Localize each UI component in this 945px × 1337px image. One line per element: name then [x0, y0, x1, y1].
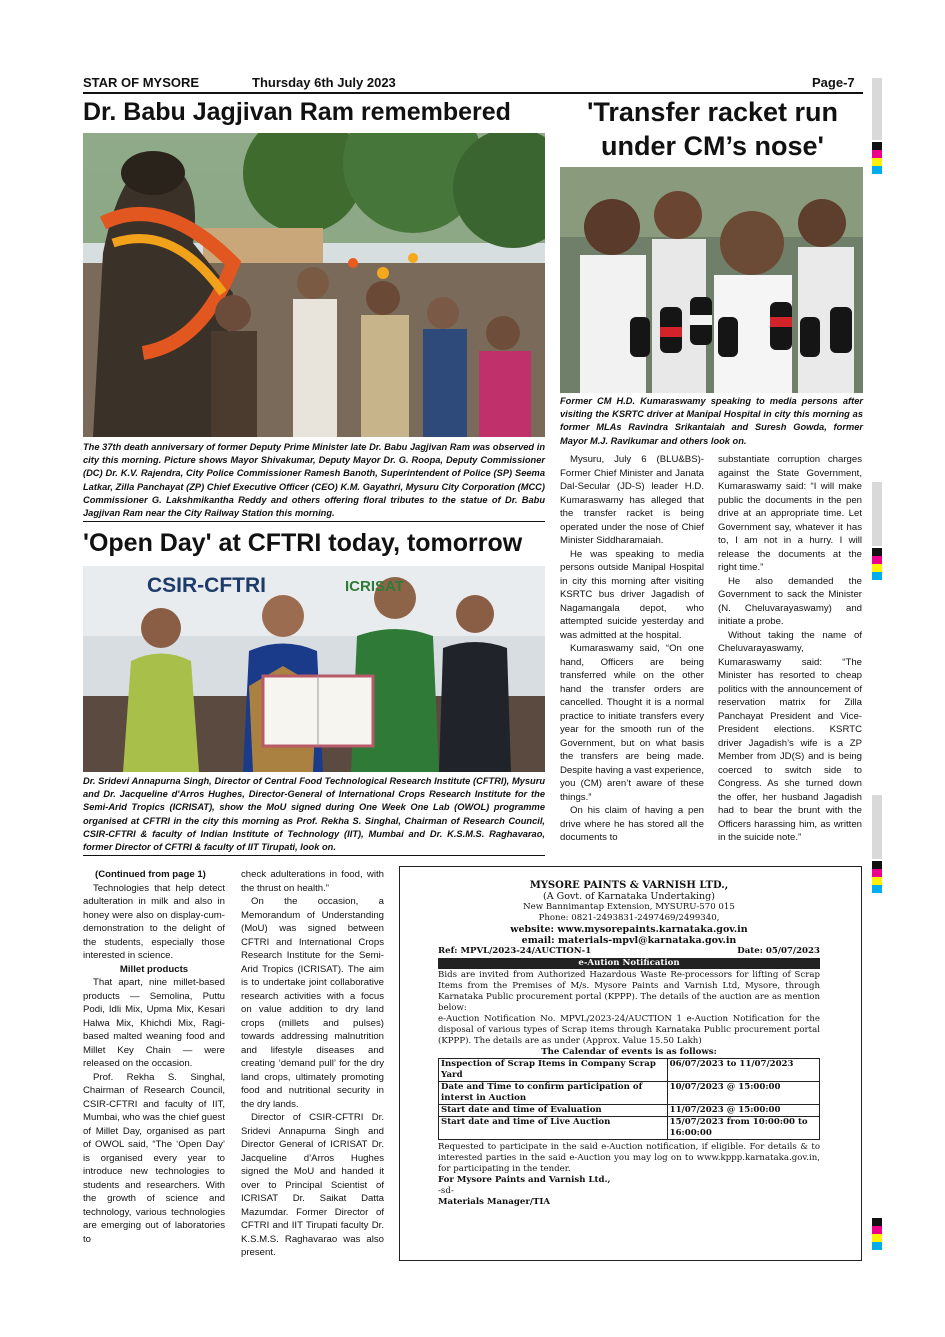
photo-kumaraswamy-media [560, 167, 863, 393]
ad-body-2: e-Auction Notification No. MPVL/2023-24/AUCTION 1 e-Auction Notification for the disposal of various types of Scrap items through Karnataka Public procurement portal (KPPP). The details are as under (Approx. Value 15.50 Lakh) [438, 1014, 820, 1046]
caption-kumaraswamy: Former CM H.D. Kumaraswamy speaking to media persons after visiting the KSRTC driver at Manipal Hospital in city this morning as former MLAs Ravindra Srikantaiah and Suresh Gowda, former Mayor M.J. Ravikumar and others look on. [560, 396, 863, 446]
ad-date: Date: 05/07/2023 [737, 946, 820, 956]
ad-footer-4: Materials Manager/TIA [438, 1197, 551, 1207]
ad-footer-1: Requested to participate in the said e-Auction notification, if eligible. For details & to interested parties in the said e-Auction you may log on to www.kppp.karnataka.gov.in, for participating in the tender. [438, 1142, 820, 1174]
auction-advertisement [438, 880, 820, 1208]
registration-bar [872, 78, 882, 140]
color-registration-mark [872, 861, 882, 893]
paper-name: STAR OF MYSORE [83, 75, 200, 90]
ad-email: email: materials-mpvl@karnataka.gov.in [521, 935, 737, 946]
ad-ref: Ref: MPVL/2023-24/AUCTION-1 [438, 946, 592, 956]
caption-floral-tribute: The 37th death anniversary of former Deputy Prime Minister late Dr. Babu Jagjivan Ram was observed in city this morning. Picture shows Mayor Shivakumar, Deputy Mayor Dr. G. Roopa, Deputy Commissioner (DC) Dr. K.V. Rajendra, City Police Commissioner Ramesh Banoth, Superintendent of Police (SP) Seema Latkar, Zilla Panchayat (ZP) Chief Executive Officer (CEO) K.M. Gayathri, Mysuru City Corporation (MCC) Commissioner G. Lakshmikantha Reddy and others offering floral tributes to the statue of Dr. Babu Jagjivan Ram near the City Railway Station this morning. [83, 441, 545, 522]
ad-notice-title: e-Aution Notification [438, 958, 820, 969]
transfer-paragraph: Kumaraswamy said, “On one hand, Officers are being transferred while on the other hand the transfer orders are cancelled. Thought it is a normal practice to initiate transfers every year for the smooth run of the Government, but on what basis the transfers are being made. Despite having a vast experience, you (CM) aren’t aware of these things.” [560, 643, 704, 803]
ad-phone: Phone: 0821-2493831-2497469/2499340, [538, 913, 720, 923]
cftri-paragraph: Technologies that help detect adulteration in milk and also in honey were also on display-cum-demonstration to the delight of the students, especially those interested in science. [83, 882, 225, 961]
cftri-paragraph: Prof. Rekha S. Singhal, Chairman of Research Council, CSIR-CFTRI and faculty of IIT, Mumbai, who was the chief guest of Millet Day, organised as part of OWOL said, “The ‘Open Day’ is organised every year to introduce new technologies to students and researchers. With the growth of science and technology, various technologies are emerging out of laboratories to [83, 1071, 225, 1245]
cftri-column-1 [83, 868, 225, 1246]
photo-mou-signing [83, 566, 545, 772]
banner-cftri: CSIR-CFTRI [147, 574, 266, 597]
table-row: Inspection of Scrap Items in Company Scrap Yard 06/07/2023 to 11/07/2023 [439, 1059, 820, 1082]
page-number: Page-7 [812, 75, 855, 90]
cftri-paragraph: Director of CSIR-CFTRI Dr. Sridevi Annapurna Singh and Director General of ICRISAT Dr. Jacqueline d’Arros Hughes signed the MoU and handed it over to Principal Scientist of ICRISAT Dr. Saikat Datta Mazumdar. Former Director of CFTRI and IIT Tirupati faculty Dr. K.S.M.S. Raghavarao was also present. [241, 1112, 384, 1258]
cftri-paragraph: check adulterations in food, with the thrust on health.” [241, 869, 384, 894]
transfer-column-1 [560, 453, 704, 845]
ad-body-1: Bids are invited from Authorized Hazardous Waste Re-processors for lifting of Scrap Items from the Premises of M/s. Mysore Paints and Varnish Ltd, Mysore, through Karnataka Public procurement portal (KPPP). The details of the auction are as mention below: [438, 970, 820, 1013]
transfer-paragraph: substantiate corruption charges against the State Government, Kumaraswamy said: “I will make public the documents in the pen drive at an appropriate time. Let Government say, whatever it has to, I am not in a hurry. I will release the documents at the right time.” [718, 454, 862, 573]
transfer-column-2 [718, 453, 862, 845]
headline-open-day: 'Open Day' at CFTRI today, tomorrow [83, 529, 523, 557]
transfer-paragraph: He was speaking to media persons outside Manipal Hospital in city this morning after visiting KSRTC bus driver Jagadish of Nagamangala depot, who attempted suicide yesterday and was admitted at the hospital. [560, 548, 704, 641]
cftri-paragraph: That apart, nine millet-based products — Semolina, Puttu Podi, Idli Mix, Upma Mix, Kesari Halwa Mix, Khichdi Mix, Ragi-based malted weaning food and Millet Key Chain — were released on the occasion. [83, 977, 225, 1069]
issue-date: Thursday 6th July 2023 [252, 75, 396, 90]
transfer-paragraph: He also demanded the Government to sack the Minister (N. Cheluvarayaswamy) and initiate a probe. [718, 575, 862, 627]
continued-label: (Continued from page 1) [95, 869, 206, 880]
ad-subtitle: (A Govt. of Karnataka Undertaking) [543, 891, 715, 902]
ad-ref-row [438, 946, 820, 957]
caption-mou: Dr. Sridevi Annapurna Singh, Director of Central Food Technological Research Institute (CFTRI), Mysuru and Dr. Jacqueline d'Arros Hughes, Director-General of International Crops Research Institute for the Semi-Arid Tropics (ICRISAT), show the MoU signed during One Week One Lab (OWOL) programme organised at CFTRI in the city this morning as Prof. Rekha S. Singhal, Chairman of Research Council, CSIR-CFTRI & faculty of Indian Institute of Technology (IIT), Mumbai and Dr. K.S.M.S. Raghavarao, former Director of CFTRI & faculty of IIT Tirupati, look on. [83, 775, 545, 856]
table-row: Date and Time to confirm participation of interst in Auction 10/07/2023 @ 15:00:00 [439, 1082, 820, 1105]
ad-website: website: www.mysorepaints.karnataka.gov.in [510, 924, 748, 935]
banner-icrisat: ICRISAT [345, 578, 404, 595]
transfer-paragraph: On his claim of having a pen drive where he has stored all the documents to [560, 805, 704, 843]
cftri-paragraph: On the occasion, a Memorandum of Understanding (MoU) was signed between CFTRI and International Crops Research Institute for the Semi-Arid Tropics (ICRISAT). The aim is to undertake joint collaborative research activities with a focus on value addition to dry land crops (millets and pulses) towards addressing malnutrition and lifestyle diseases and creating ‘demand pull’ for the dry land crops, ultimately promoting food and nutritional security in the dry lands. [241, 896, 384, 1110]
table-row: Start date and time of Evaluation 11/07/2023 @ 15:00:00 [439, 1105, 820, 1117]
registration-bar [872, 482, 882, 546]
photo-floral-tribute [83, 133, 545, 437]
headline-transfer-racket-line1: 'Transfer racket run [586, 97, 839, 127]
registration-bar [872, 795, 882, 859]
ad-footer-2: For Mysore Paints and Varnish Ltd., [438, 1175, 611, 1185]
subhead-millet: Millet products [119, 963, 189, 975]
headline-transfer-racket-line2: under CM’s nose' [601, 131, 824, 161]
color-registration-mark [872, 548, 882, 580]
ad-address: New Bannimantap Extension, MYSURU-570 015 [523, 902, 735, 912]
ad-events-table [438, 1058, 820, 1140]
ad-company: MYSORE PAINTS & VARNISH LTD., [529, 880, 729, 891]
color-registration-mark [872, 1218, 882, 1250]
cftri-column-2 [241, 868, 384, 1260]
headline-jagjivan-ram: Dr. Babu Jagjivan Ram remembered [83, 98, 511, 126]
transfer-paragraph: Without taking the name of Cheluvarayaswamy, Kumaraswamy said: “The Minister has resorted to cheap politics with the announcement of reservation matrix for Zilla Panchayat President and Vice-President elections. KSRTC driver Jagadish’s wife is a ZP Member from JD(S) and is being coerced to switch side to Congress. As she turned down the offer, her husband Jagadish had to bear the brunt with the Officers harassing him, as written in the suicide note.” [718, 629, 862, 843]
color-registration-mark [872, 142, 882, 174]
masthead-rule [83, 92, 863, 94]
transfer-paragraph: Mysuru, July 6 (BLU&BS)- Former Chief Minister and Janata Dal-Secular (JD-S) leader H.D. Kumaraswamy has alleged that the transfer racket is being operated under the nose of Chief Minister Siddharamaiah. [560, 454, 704, 546]
ad-footer-3: -sd- [438, 1186, 454, 1196]
ad-calendar-title: The Calendar of events is as follows: [541, 1047, 717, 1057]
table-row: Start date and time of Live Auction 15/07/2023 from 10:00:00 to 16:00:00 [439, 1117, 820, 1140]
